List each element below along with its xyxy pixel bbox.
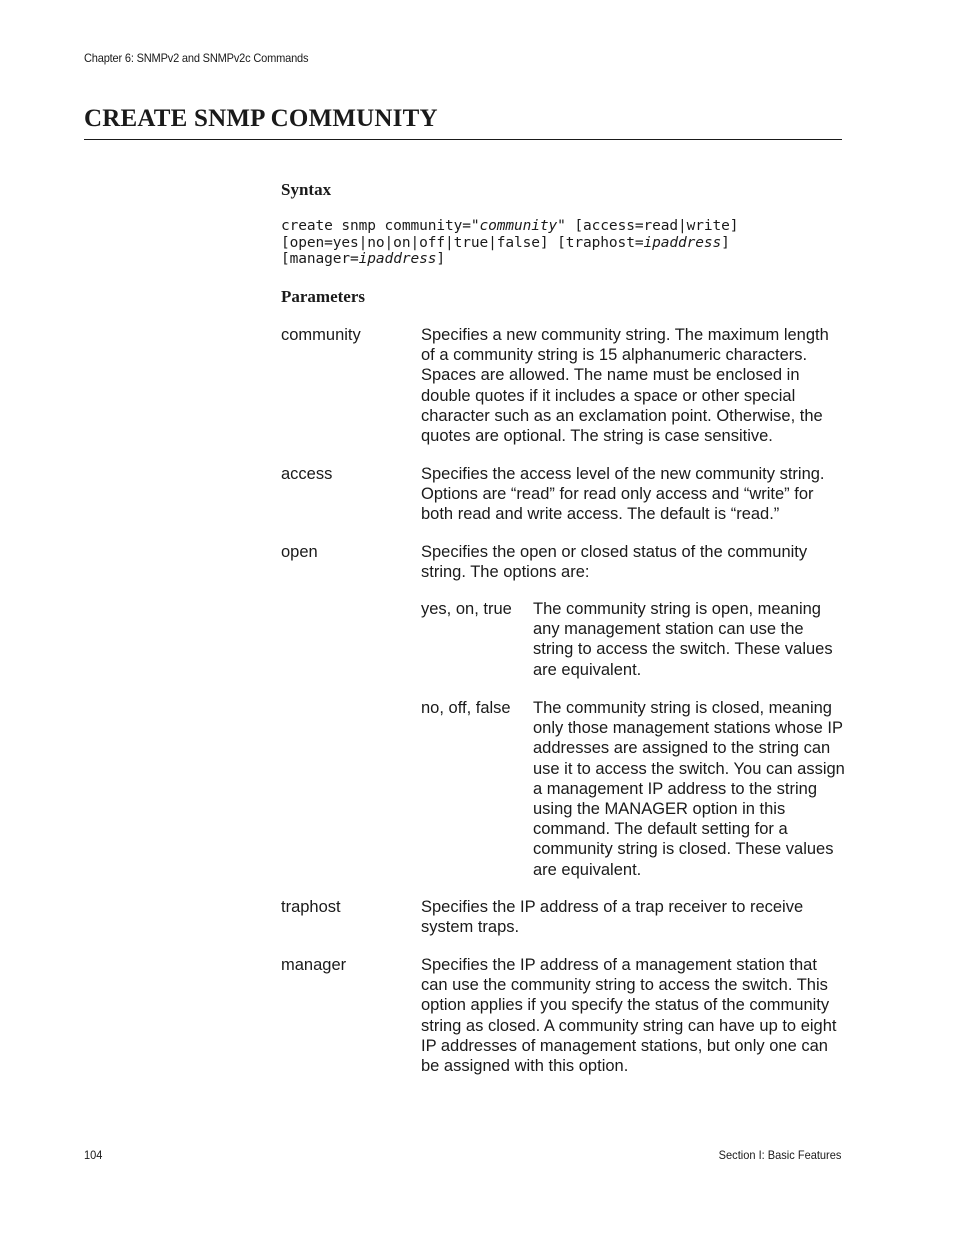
- syntax-heading: Syntax: [281, 180, 332, 199]
- param-term-community: community: [281, 326, 361, 344]
- page-number: 104: [84, 1148, 103, 1162]
- param-desc-community: Specifies a new community string. The maximum length of a community string is 15 alphanumeric characters. Spaces are allowed. The name must be enclosed in double quotes if it includes a space or other special character such as an exclamation point. Otherwise, the quotes are optional. The string is case sensitive.: [421, 326, 829, 446]
- syntax-placeholder-ipaddress: ipaddress: [358, 251, 437, 267]
- syntax-placeholder-community: community: [479, 218, 558, 234]
- option-desc-closed: The community string is closed, meaning only those management stations whose IP addresses are assigned to the string can use it to access the switch. You can assign a management IP address to the string using the MANAGER option in this command. The default setting for a community string is closed. These values are equivalent.: [533, 699, 845, 879]
- syntax-text: create snmp community=": [281, 218, 480, 234]
- syntax-text: ]: [436, 251, 445, 267]
- syntax-text: [open=yes|no|on|off|true|false] [traphost=: [281, 234, 644, 251]
- param-term-manager: manager: [281, 956, 347, 974]
- syntax-text: " [access=read|write]: [557, 218, 739, 234]
- option-desc-open: The community string is open, meaning any management station can use the string to access the switch. These values are equivalent.: [533, 600, 833, 679]
- param-term-access: access: [281, 465, 333, 483]
- syntax-text: ]: [721, 234, 730, 251]
- syntax-placeholder-ipaddress: ipaddress: [643, 234, 722, 251]
- running-header: Chapter 6: SNMPv2 and SNMPv2c Commands: [84, 51, 309, 65]
- param-desc-open: Specifies the open or closed status of the community string. The options are:: [421, 543, 808, 582]
- page-title: CREATE SNMP COMMUNITY: [84, 105, 438, 132]
- option-term-closed: no, off, false: [421, 699, 511, 717]
- param-term-traphost: traphost: [281, 898, 341, 916]
- syntax-text: [manager=: [281, 251, 359, 267]
- param-desc-access: Specifies the access level of the new community string. Options are “read” for read only access and “write” for both read and write access. The default is “read.”: [421, 465, 825, 524]
- param-desc-traphost: Specifies the IP address of a trap receiver to receive system traps.: [421, 898, 804, 937]
- syntax-block: [281, 218, 738, 268]
- param-desc-manager: Specifies the IP address of a management station that can use the community string to access the switch. This option applies if you specify the status of the community string as closed. A community string can have up to eight IP addresses of management stations, but only one can be assigned with this option.: [421, 956, 837, 1076]
- title-underline: [84, 139, 842, 140]
- parameters-heading: Parameters: [281, 287, 366, 306]
- option-term-open: yes, on, true: [421, 600, 512, 618]
- footer-section: Section I: Basic Features: [718, 1148, 841, 1162]
- param-term-open: open: [281, 543, 318, 561]
